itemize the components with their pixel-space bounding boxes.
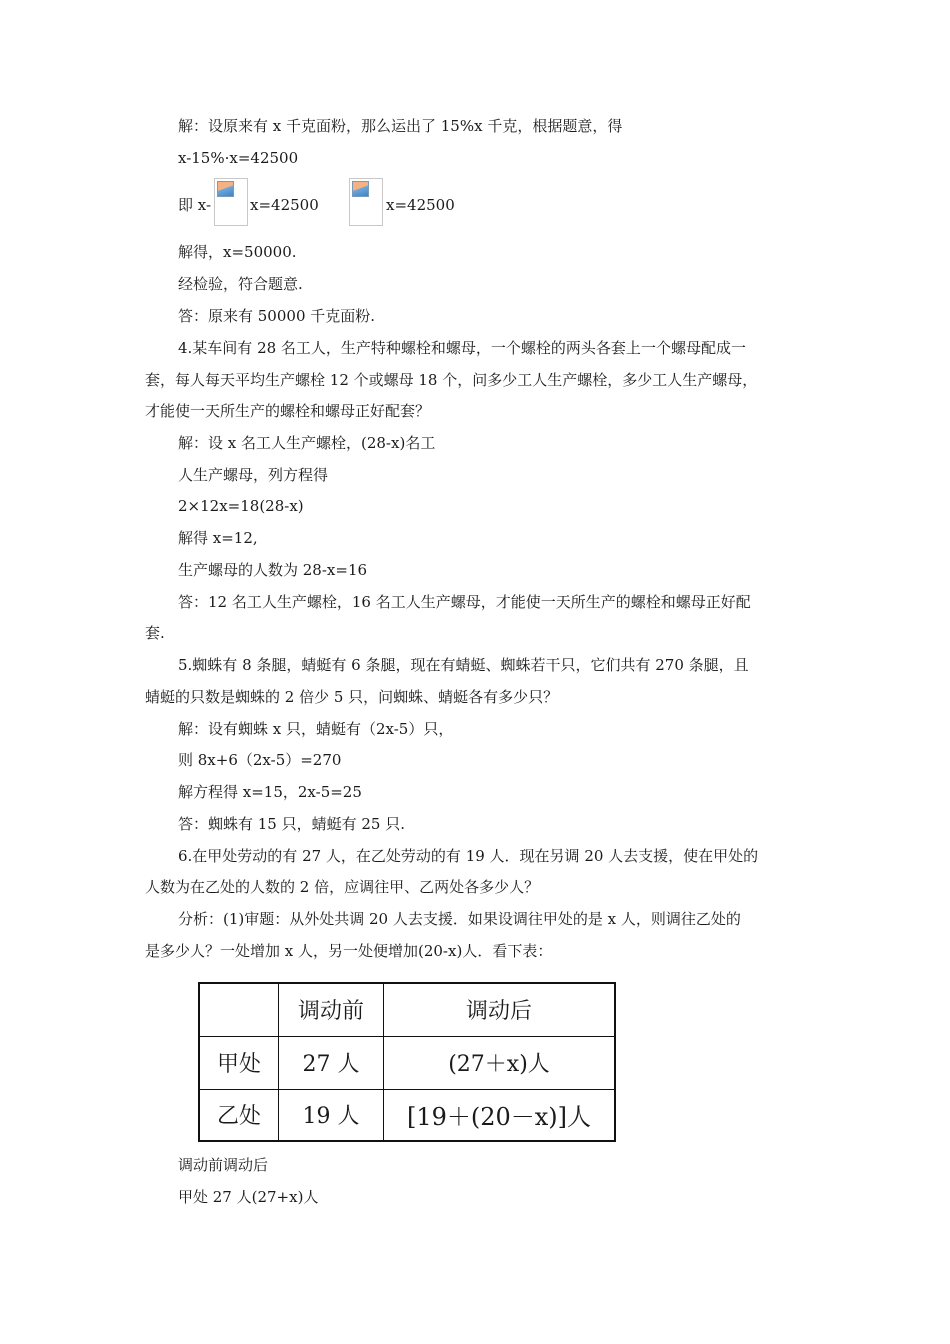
table-text-line-2: 甲处 27 人(27+x)人 (178, 1188, 319, 1206)
analysis-6-line-1: 分析：(1)审题：从外处共调 20 人去支援．如果设调往甲处的是 x 人，则调往乙处的 (178, 910, 741, 928)
analysis-6-line-2: 是多少人？一处增加 x 人，另一处便增加(20-x)人．看下表： (145, 942, 553, 960)
table-cell: 甲处 (199, 1036, 279, 1089)
line-3-equation-b: x=42500 (386, 196, 455, 214)
table-cell: [19＋(20－x)]人 (384, 1089, 616, 1141)
problem-6-line-2: 人数为在乙处的人数的 2 倍，应调往甲、乙两处各多少人？ (145, 878, 540, 896)
problem-6-line-1: 6.在甲处劳动的有 27 人，在乙处劳动的有 19 人．现在另调 20 人去支援，使在甲处的 (178, 847, 759, 865)
table-row (199, 1036, 615, 1089)
solution-5-line-3: 解方程得 x=15，2x-5=25 (178, 783, 362, 801)
problem-5-line-1: 5.蜘蛛有 8 条腿，蜻蜓有 6 条腿，现在有蜻蜓、蜘蛛若干只，它们共有 270 条腿，且 (178, 656, 749, 674)
problem-4-line-1: 4.某车间有 28 名工人，生产特种螺栓和螺母，一个螺栓的两头各套上一个螺母配成一 (178, 339, 746, 357)
table-text-line-1: 调动前调动后 (178, 1156, 269, 1174)
solution-4-line-5: 生产螺母的人数为 28-x=16 (178, 561, 368, 579)
table-cell: (27＋x)人 (384, 1036, 616, 1089)
solution-4-line-4: 解得 x=12, (178, 529, 258, 547)
table-header-cell: 调动后 (384, 983, 616, 1036)
solution-5-answer: 答：蜘蛛有 15 只，蜻蜓有 25 只. (178, 815, 406, 833)
solution-4-answer-2: 套. (145, 624, 165, 642)
solution-5-line-2: 则 8x+6（2x-5）=270 (178, 751, 342, 769)
problem-4-line-2: 套，每人每天平均生产螺栓 12 个或螺母 18 个，问多少工人生产螺栓，多少工人生产螺母， (145, 371, 758, 389)
table-cell: 乙处 (199, 1089, 279, 1141)
problem-5-line-2: 蜻蜓的只数是蜘蛛的 2 倍少 5 只，问蜘蛛、蜻蜓各有多少只？ (145, 688, 559, 706)
solution-4-line-2: 人生产螺母，列方程得 (178, 466, 329, 484)
solution-4-answer-1: 答：12 名工人生产螺栓，16 名工人生产螺母，才能使一天所生产的螺栓和螺母正好配 (178, 593, 751, 611)
solution-5-line-1: 解：设有蜘蛛 x 只，蜻蜓有（2x-5）只， (178, 720, 454, 738)
table-row (199, 1089, 615, 1141)
line-3-equation-a: x=42500 (250, 196, 319, 214)
line-4: 解得，x=50000. (178, 243, 297, 261)
image-placeholder-icon (214, 178, 248, 226)
line-6: 答：原来有 50000 千克面粉. (178, 307, 376, 325)
transfer-table (198, 982, 616, 1142)
table-cell: 19 人 (279, 1089, 384, 1141)
image-placeholder-icon (349, 178, 383, 226)
table-header-cell (199, 983, 279, 1036)
table-header-cell: 调动前 (279, 983, 384, 1036)
table-cell: 27 人 (279, 1036, 384, 1089)
line-5: 经检验，符合题意. (178, 275, 303, 293)
solution-4-line-1: 解：设 x 名工人生产螺栓，(28-x)名工 (178, 434, 436, 452)
line-3-prefix: 即 x- (178, 196, 212, 214)
solution-4-line-3: 2×12x=18(28-x) (178, 497, 304, 515)
table-header-row (199, 983, 615, 1036)
line-2: x-15%·x=42500 (178, 149, 299, 167)
problem-4-line-3: 才能使一天所生产的螺栓和螺母正好配套？ (145, 402, 431, 420)
line-1: 解：设原来有 x 千克面粉，那么运出了 15%x 千克，根据题意，得 (178, 117, 623, 135)
